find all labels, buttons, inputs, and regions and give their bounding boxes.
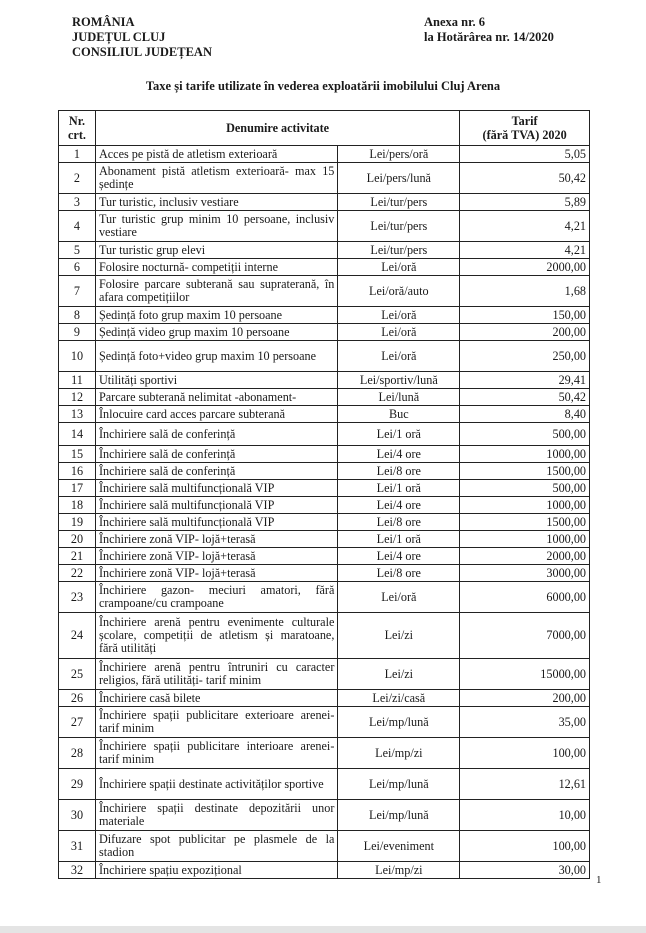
tariff-value: 1000,00: [460, 531, 590, 548]
unit-of-measure: Lei/1 oră: [338, 531, 460, 548]
activity-name: Închiriere spațiu expozițional: [95, 862, 337, 879]
row-number: 15: [59, 446, 96, 463]
row-number: 14: [59, 423, 96, 446]
row-number: 16: [59, 463, 96, 480]
tariff-value: 100,00: [460, 738, 590, 769]
tariff-value: 7000,00: [460, 613, 590, 659]
activity-name: Închiriere spații publicitare interioare arenei- tarif minim: [95, 738, 337, 769]
issuer-county: JUDEȚUL CLUJ: [72, 30, 166, 44]
table-row: [59, 582, 590, 613]
activity-name: Închiriere gazon- meciuri amatori, fără crampoane/cu crampoane: [95, 582, 337, 613]
header-nr-crt: [59, 111, 96, 146]
annex-number: Anexa nr. 6: [424, 15, 486, 29]
table-row: [59, 276, 590, 307]
row-number: 24: [59, 613, 96, 659]
table-row: [59, 738, 590, 769]
row-number: 17: [59, 480, 96, 497]
tariff-value: 2000,00: [460, 259, 590, 276]
activity-name: Închiriere spații publicitare exterioare arenei- tarif minim: [95, 707, 337, 738]
activity-name: Parcare subterană nelimitat -abonament-: [95, 389, 337, 406]
activity-name: Înlocuire card acces parcare subterană: [95, 406, 337, 423]
row-number: 29: [59, 769, 96, 800]
table-row: [59, 194, 590, 211]
unit-of-measure: Lei/pers/oră: [338, 146, 460, 163]
table-row: [59, 463, 590, 480]
tariff-value: 1,68: [460, 276, 590, 307]
table-row: [59, 480, 590, 497]
activity-name: Închiriere zonă VIP- lojă+terasă: [95, 565, 337, 582]
page-bottom-edge: [0, 926, 646, 933]
table-row: [59, 497, 590, 514]
table-row: [59, 565, 590, 582]
table-row: [59, 769, 590, 800]
row-number: 21: [59, 548, 96, 565]
row-number: 32: [59, 862, 96, 879]
unit-of-measure: Lei/zi/casă: [338, 690, 460, 707]
tariff-value: 100,00: [460, 831, 590, 862]
row-number: 1: [59, 146, 96, 163]
unit-of-measure: Lei/sportiv/lună: [338, 372, 460, 389]
issuer-council: CONSILIUL JUDEȚEAN: [72, 45, 212, 59]
activity-name: Folosire nocturnă- competiții interne: [95, 259, 337, 276]
row-number: 18: [59, 497, 96, 514]
activity-name: Închiriere sală multifuncțională VIP: [95, 514, 337, 531]
decision-reference: la Hotărârea nr. 14/2020: [424, 30, 554, 44]
unit-of-measure: Lei/mp/lună: [338, 800, 460, 831]
tariff-value: 1500,00: [460, 514, 590, 531]
row-number: 11: [59, 372, 96, 389]
unit-of-measure: Lei/oră: [338, 341, 460, 372]
tariff-value: 1500,00: [460, 463, 590, 480]
table-row: [59, 341, 590, 372]
activity-name: Închiriere casă bilete: [95, 690, 337, 707]
annex-block: [424, 15, 554, 45]
activity-name: Închiriere spații destinate depozitării unor materiale: [95, 800, 337, 831]
row-number: 3: [59, 194, 96, 211]
table-row: [59, 324, 590, 341]
unit-of-measure: Lei/oră: [338, 259, 460, 276]
activity-name: Închiriere zonă VIP- lojă+terasă: [95, 531, 337, 548]
row-number: 20: [59, 531, 96, 548]
row-number: 26: [59, 690, 96, 707]
header-activity: Denumire activitate: [95, 111, 459, 146]
document-title: Taxe și tarife utilizate în vederea exploatării imobilului Cluj Arena: [145, 79, 501, 93]
unit-of-measure: Lei/4 ore: [338, 548, 460, 565]
activity-name: Difuzare spot publicitar pe plasmele de la stadion: [95, 831, 337, 862]
tariff-value: 15000,00: [460, 659, 590, 690]
unit-of-measure: Lei/oră: [338, 307, 460, 324]
tariff-value: 8,40: [460, 406, 590, 423]
tariff-value: 6000,00: [460, 582, 590, 613]
activity-name: Tur turistic grup minim 10 persoane, inclusiv vestiare: [95, 211, 337, 242]
unit-of-measure: Lei/1 oră: [338, 480, 460, 497]
tariff-value: 5,05: [460, 146, 590, 163]
activity-name: Închiriere sală multifuncțională VIP: [95, 497, 337, 514]
row-number: 23: [59, 582, 96, 613]
tariff-table: [58, 110, 590, 879]
tariff-value: 2000,00: [460, 548, 590, 565]
unit-of-measure: Lei/mp/zi: [338, 738, 460, 769]
table-row: [59, 259, 590, 276]
table-row: [59, 372, 590, 389]
table-row: [59, 800, 590, 831]
unit-of-measure: Lei/tur/pers: [338, 211, 460, 242]
unit-of-measure: Lei/oră/auto: [338, 276, 460, 307]
row-number: 6: [59, 259, 96, 276]
table-row: [59, 307, 590, 324]
activity-name: Utilități sportivi: [95, 372, 337, 389]
activity-name: Închiriere spații destinate activităților sportive: [95, 769, 337, 800]
table-row: [59, 211, 590, 242]
unit-of-measure: Lei/zi: [338, 659, 460, 690]
unit-of-measure: Lei/8 ore: [338, 463, 460, 480]
tariff-value: 10,00: [460, 800, 590, 831]
row-number: 5: [59, 242, 96, 259]
tariff-value: 500,00: [460, 480, 590, 497]
unit-of-measure: Lei/mp/zi: [338, 862, 460, 879]
activity-name: Închiriere sală multifuncțională VIP: [95, 480, 337, 497]
issuer-country: ROMÂNIA: [72, 15, 135, 29]
unit-of-measure: Lei/oră: [338, 582, 460, 613]
unit-of-measure: Lei/pers/lună: [338, 163, 460, 194]
activity-name: Închiriere arenă pentru întruniri cu caracter religios, fără utilități- tarif minim: [95, 659, 337, 690]
row-number: 30: [59, 800, 96, 831]
table-row: [59, 406, 590, 423]
row-number: 8: [59, 307, 96, 324]
row-number: 27: [59, 707, 96, 738]
tariff-value: 150,00: [460, 307, 590, 324]
row-number: 10: [59, 341, 96, 372]
activity-name: Închiriere arenă pentru evenimente culturale școlare, competiții de atletism și maratoane, fără utilități: [95, 613, 337, 659]
table-row: [59, 690, 590, 707]
activity-name: Abonament pistă atletism exterioară- max 15 ședințe: [95, 163, 337, 194]
table-row: [59, 163, 590, 194]
row-number: 9: [59, 324, 96, 341]
tariff-value: 35,00: [460, 707, 590, 738]
unit-of-measure: Lei/tur/pers: [338, 242, 460, 259]
row-number: 7: [59, 276, 96, 307]
activity-name: Acces pe pistă de atletism exterioară: [95, 146, 337, 163]
unit-of-measure: Lei/mp/lună: [338, 707, 460, 738]
tariff-value: 29,41: [460, 372, 590, 389]
row-number: 25: [59, 659, 96, 690]
table-body: [59, 146, 590, 879]
row-number: 12: [59, 389, 96, 406]
table-header-row: [59, 111, 590, 146]
row-number: 31: [59, 831, 96, 862]
row-number: 22: [59, 565, 96, 582]
table-row: [59, 423, 590, 446]
table-row: [59, 242, 590, 259]
row-number: 13: [59, 406, 96, 423]
table-row: [59, 446, 590, 463]
activity-name: Închiriere zonă VIP- lojă+terasă: [95, 548, 337, 565]
tariff-value: 4,21: [460, 211, 590, 242]
tariff-value: 250,00: [460, 341, 590, 372]
header-nr-line1: Nr.: [68, 114, 86, 128]
tariff-value: 50,42: [460, 389, 590, 406]
activity-name: Închiriere sală de conferință: [95, 463, 337, 480]
activity-name: Închiriere sală de conferință: [95, 446, 337, 463]
tariff-value: 200,00: [460, 324, 590, 341]
unit-of-measure: Lei/4 ore: [338, 446, 460, 463]
table-row: [59, 707, 590, 738]
header-tarif-line1: Tarif: [511, 114, 538, 128]
unit-of-measure: Lei/lună: [338, 389, 460, 406]
tariff-value: 3000,00: [460, 565, 590, 582]
unit-of-measure: Lei/tur/pers: [338, 194, 460, 211]
unit-of-measure: Lei/1 oră: [338, 423, 460, 446]
row-number: 19: [59, 514, 96, 531]
tariff-value: 5,89: [460, 194, 590, 211]
tariff-value: 1000,00: [460, 446, 590, 463]
unit-of-measure: Lei/eveniment: [338, 831, 460, 862]
row-number: 28: [59, 738, 96, 769]
table-row: [59, 146, 590, 163]
issuer-block: [72, 15, 212, 60]
tariff-value: 30,00: [460, 862, 590, 879]
table-row: [59, 659, 590, 690]
activity-name: Ședință video grup maxim 10 persoane: [95, 324, 337, 341]
unit-of-measure: Lei/4 ore: [338, 497, 460, 514]
tariff-value: 50,42: [460, 163, 590, 194]
table-row: [59, 389, 590, 406]
header-tarif-line2: (fără TVA) 2020: [482, 128, 567, 142]
table-row: [59, 862, 590, 879]
activity-name: Tur turistic, inclusiv vestiare: [95, 194, 337, 211]
header-nr-line2: crt.: [68, 128, 86, 142]
tariff-value: 12,61: [460, 769, 590, 800]
table-row: [59, 531, 590, 548]
tariff-value: 4,21: [460, 242, 590, 259]
table-row: [59, 548, 590, 565]
activity-name: Închiriere sală de conferință: [95, 423, 337, 446]
table-row: [59, 514, 590, 531]
tariff-value: 1000,00: [460, 497, 590, 514]
activity-name: Ședință foto grup maxim 10 persoane: [95, 307, 337, 324]
activity-name: Ședință foto+video grup maxim 10 persoane: [95, 341, 337, 372]
activity-name: Folosire parcare subterană sau supraterană, în afara competițiilor: [95, 276, 337, 307]
page-number: 1: [596, 874, 602, 886]
row-number: 4: [59, 211, 96, 242]
unit-of-measure: Lei/8 ore: [338, 565, 460, 582]
table-row: [59, 613, 590, 659]
unit-of-measure: Lei/mp/lună: [338, 769, 460, 800]
tariff-value: 200,00: [460, 690, 590, 707]
unit-of-measure: Lei/oră: [338, 324, 460, 341]
unit-of-measure: Lei/8 ore: [338, 514, 460, 531]
unit-of-measure: Buc: [338, 406, 460, 423]
tariff-value: 500,00: [460, 423, 590, 446]
unit-of-measure: Lei/zi: [338, 613, 460, 659]
table-row: [59, 831, 590, 862]
activity-name: Tur turistic grup elevi: [95, 242, 337, 259]
header-tarif: [460, 111, 590, 146]
row-number: 2: [59, 163, 96, 194]
